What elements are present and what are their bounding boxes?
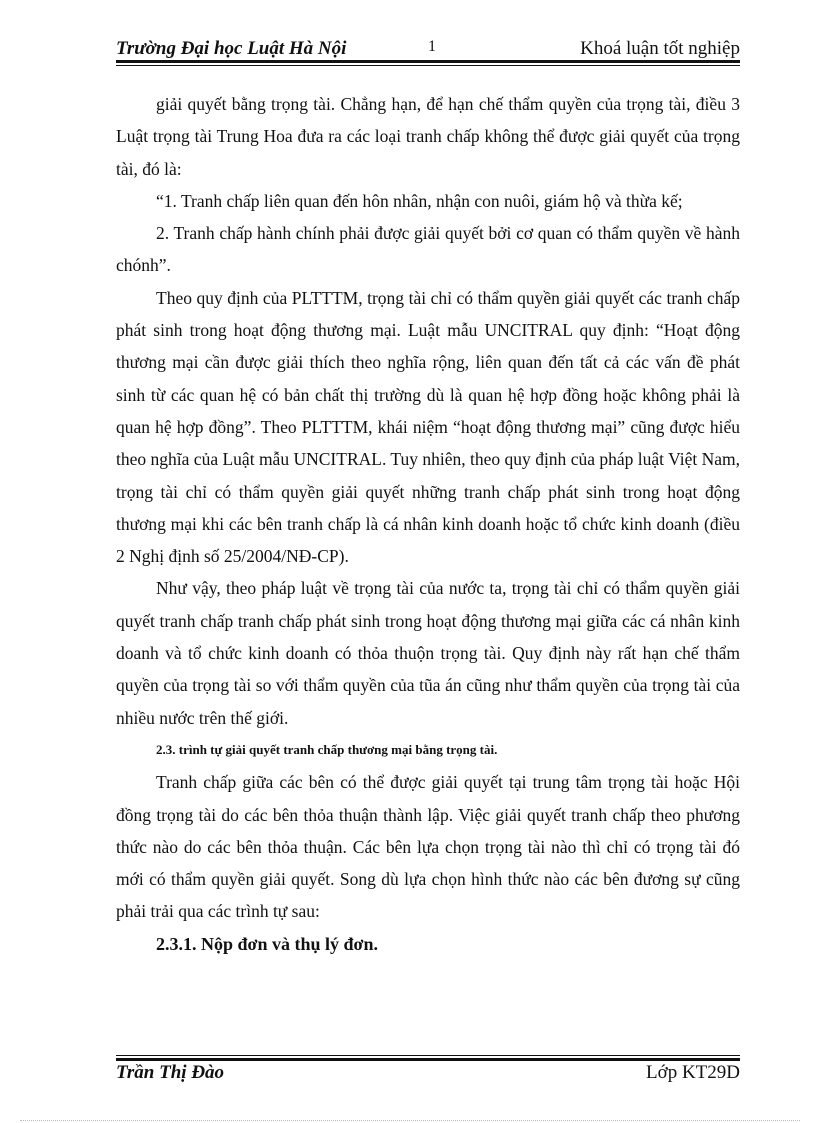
section-heading-2-3-1: 2.3.1. Nộp đơn và thụ lý đơn.	[156, 933, 379, 954]
paragraph-2: “1. Tranh chấp liên quan đến hôn nhân, nhận con nuôi, giám hộ và thừa kế;	[156, 190, 683, 211]
page-footer	[116, 1062, 740, 1088]
paragraph-3: 2. Tranh chấp hành chính phải được giải quyết bởi cơ quan có thẩm quyền về hành chónh”.	[116, 223, 740, 276]
footer-rule-thin	[116, 1055, 740, 1056]
paragraph-4: Theo quy định của PLTTTM, trọng tài chỉ có thẩm quyền giải quyết các tranh chấp phát sinh trong hoạt động thương mại. Luật mẫu UNCITRAL quy định: “Hoạt động thương mại cần được giải thích theo nghĩa rộng, liên quan đến tất cả các vấn đề phát sinh từ các quan hệ có bản chất thị trường dù là quan hệ hợp đồng hoặc không phải là quan hệ hợp đồng”. Theo PLTTTM, khái niệm “hoạt động thương mại” cũng được hiểu theo nghĩa của Luật mẫu UNCITRAL. Tuy nhiên, theo quy định của pháp luật Việt Nam, trọng tài chỉ có thẩm quyền giải quyết những tranh chấp phát sinh trong hoạt động thương mại khi các bên tranh chấp là cá nhân kinh doanh hoặc tổ chức kinh doanh (điều 2 Nghị định số 25/2004/NĐ-CP).	[116, 287, 740, 567]
footer-author: Trần Thị Đào	[116, 1062, 225, 1083]
footer-class: Lớp KT29D	[646, 1062, 740, 1083]
header-rule-thick	[116, 60, 740, 63]
header-doc-type: Khoá luận tốt nghiệp	[580, 38, 740, 59]
page-header	[116, 36, 740, 62]
header-school: Trường Đại học Luật Hà Nội	[116, 38, 347, 59]
page-bottom-border	[20, 1120, 800, 1121]
page-body	[116, 88, 740, 960]
footer-rule-thick	[116, 1058, 740, 1061]
paragraph-1: giải quyết bằng trọng tài. Chẳng hạn, để hạn chế thẩm quyền của trọng tài, điều 3 Luật trọng tài Trung Hoa đưa ra các loại tranh chấp không thể được giải quyết của trọng tài, đó là:	[116, 94, 740, 179]
paragraph-5: Như vậy, theo pháp luật về trọng tài của nước ta, trọng tài chỉ có thẩm quyền giải quyết tranh chấp tranh chấp phát sinh trong hoạt động thương mại giữa các cá nhân kinh doanh và tổ chức kinh doanh có thỏa thuộn trọng tài. Quy định này rất hạn chế thẩm quyền của trọng tài so với thẩm quyền của tũa án cũng như thẩm quyền của trọng tài của nhiều nước trên thế giới.	[116, 578, 740, 728]
page-number: 1	[428, 38, 436, 55]
header-rule-thin	[116, 65, 740, 66]
section-heading-2-3: 2.3. trình tự giải quyết tranh chấp thương mại bằng trọng tài.	[156, 741, 498, 757]
paragraph-6: Tranh chấp giữa các bên có thể được giải quyết tại trung tâm trọng tài hoặc Hội đồng trọng tài do các bên thỏa thuận thành lập. Việc giải quyết tranh chấp theo phương thức nào do các bên thỏa thuận. Các bên lựa chọn trọng tài nào thì chỉ có trọng tài đó mới có thẩm quyền giải quyết. Song dù lựa chọn hình thức nào các bên đương sự cũng phải trải qua các trình tự sau:	[116, 772, 740, 922]
